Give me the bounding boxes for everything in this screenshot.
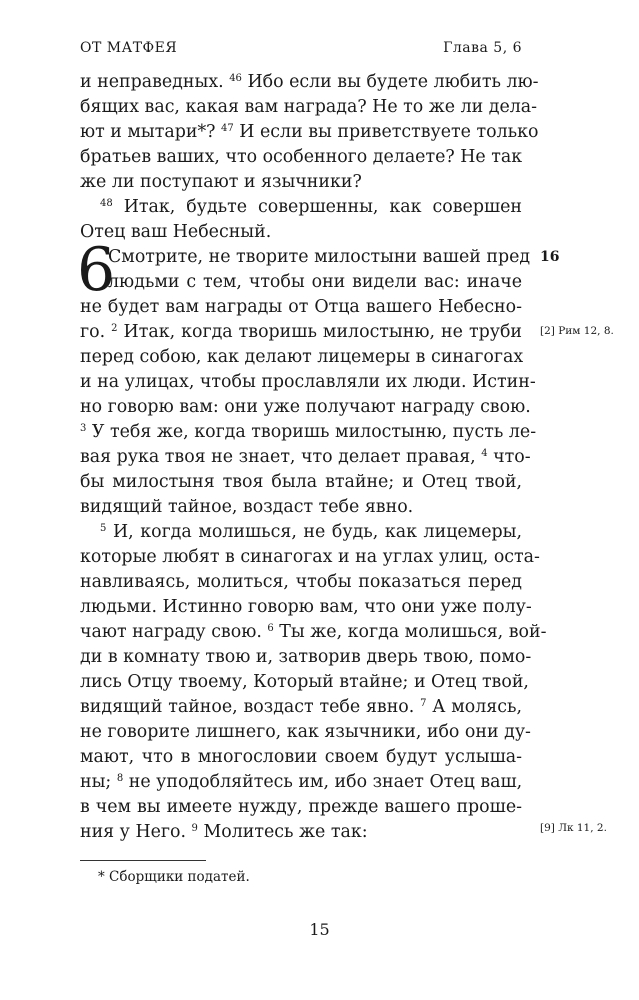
text-line: Отец ваш Небесный. bbox=[80, 222, 272, 242]
text-line: же ли поступают и язычники? bbox=[80, 172, 362, 192]
drop-cap-chapter-number: 6 bbox=[77, 235, 116, 305]
verse-number: 8 bbox=[116, 773, 124, 784]
verse-number: 46 bbox=[229, 73, 242, 84]
text-line: Смотрите, не творите милостыни вашей пред bbox=[108, 247, 531, 267]
body-text bbox=[80, 70, 547, 845]
text-line: вая рука твоя не знает, что делает правая, $^4$ что- bbox=[80, 447, 531, 467]
text-line: бящих вас, какая вам награда? Не то же ли дела- bbox=[80, 97, 538, 117]
text-line: не говорите лишнего, как язычники, ибо они ду- bbox=[80, 722, 531, 742]
text-line: не будет вам награды от Отца вашего Небесно- bbox=[80, 297, 522, 317]
text-line: ди в комнату твою и, затворив дверь твою, помо- bbox=[80, 647, 532, 667]
text-line: но говорю вам: они уже получают награду свою. bbox=[80, 397, 531, 417]
text-line: навливаясь, молиться, чтобы показаться перед bbox=[80, 572, 522, 592]
text-line: видящий тайное, воздаст тебе явно. $^7$ А молясь, bbox=[80, 697, 522, 717]
text-line: ния у Него. $^9$ Молитесь же так: bbox=[80, 822, 368, 842]
text-line: ют и мытари*? $^{47}$ И если вы приветствуете только bbox=[80, 122, 539, 142]
verse-number: 47 bbox=[221, 123, 234, 134]
text-line: бы милостыня твоя была втайне; и Отец твой, bbox=[80, 472, 522, 492]
text-line: братьев ваших, что особенного делаете? Не так bbox=[80, 147, 523, 167]
text-line: людьми. Истинно говорю вам, что они уже полу- bbox=[80, 597, 532, 617]
text-line: видящий тайное, воздаст тебе явно. bbox=[80, 497, 414, 517]
text-line: в чем вы имеете нужду, прежде вашего проше- bbox=[80, 797, 522, 817]
verse-number: 6 bbox=[267, 623, 274, 634]
text-line: $^3$ У тебя же, когда творишь милостыню, пусть ле- bbox=[80, 422, 537, 442]
verse-number: 9 bbox=[191, 823, 198, 834]
verse-number: 3 bbox=[80, 423, 87, 434]
page-number: 15 bbox=[309, 920, 330, 939]
text-line: которые любят в синагогах и на углах улиц, оста- bbox=[80, 547, 540, 567]
text-line: чают награду свою. $^6$ Ты же, когда молишься, вой- bbox=[80, 622, 547, 642]
text-line: и неправедных. $^{46}$ Ибо если вы будете любить лю- bbox=[80, 72, 539, 92]
text-line: лись Отцу твоему, Который втайне; и Отец твой, bbox=[80, 672, 529, 692]
verse-number: 5 bbox=[100, 523, 107, 534]
text-line: перед собою, как делают лицемеры в синагогах bbox=[80, 347, 524, 367]
verse-number: 7 bbox=[420, 698, 427, 709]
verse-number: 4 bbox=[481, 448, 488, 459]
text-line: и на улицах, чтобы прославляли их люди. Истин- bbox=[80, 372, 536, 392]
text-line: мают, что в многословии своем будут услыша- bbox=[80, 747, 522, 767]
margin-cross-reference: [9] Лк 11, 2. bbox=[540, 822, 607, 834]
verse-number: 48 bbox=[100, 198, 113, 209]
text-line: $^5$ И, когда молишься, не будь, как лицемеры, bbox=[100, 522, 522, 542]
chapter-reference: Глава 5, 6 bbox=[443, 40, 522, 56]
verse-number: 2 bbox=[111, 323, 118, 334]
book-title: ОТ МАТФЕЯ bbox=[80, 40, 178, 56]
running-header bbox=[80, 40, 522, 62]
text-line: людьми с тем, чтобы они видели вас: иначе bbox=[108, 272, 522, 292]
margin-cross-reference: [2] Рим 12, 8. bbox=[540, 325, 614, 337]
footnote: * Сборщики податей. bbox=[98, 869, 250, 885]
text-line: ны; $^8$ не уподобляйтесь им, ибо знает Отец ваш, bbox=[80, 772, 523, 792]
text-line: $^{48}$ Итак, будьте совершенны, как совершен bbox=[100, 197, 522, 217]
margin-chapter-number: 16 bbox=[540, 249, 560, 265]
text-line: го. $^2$ Итак, когда творишь милостыню, не труби bbox=[80, 322, 523, 342]
footnote-divider bbox=[80, 860, 206, 861]
